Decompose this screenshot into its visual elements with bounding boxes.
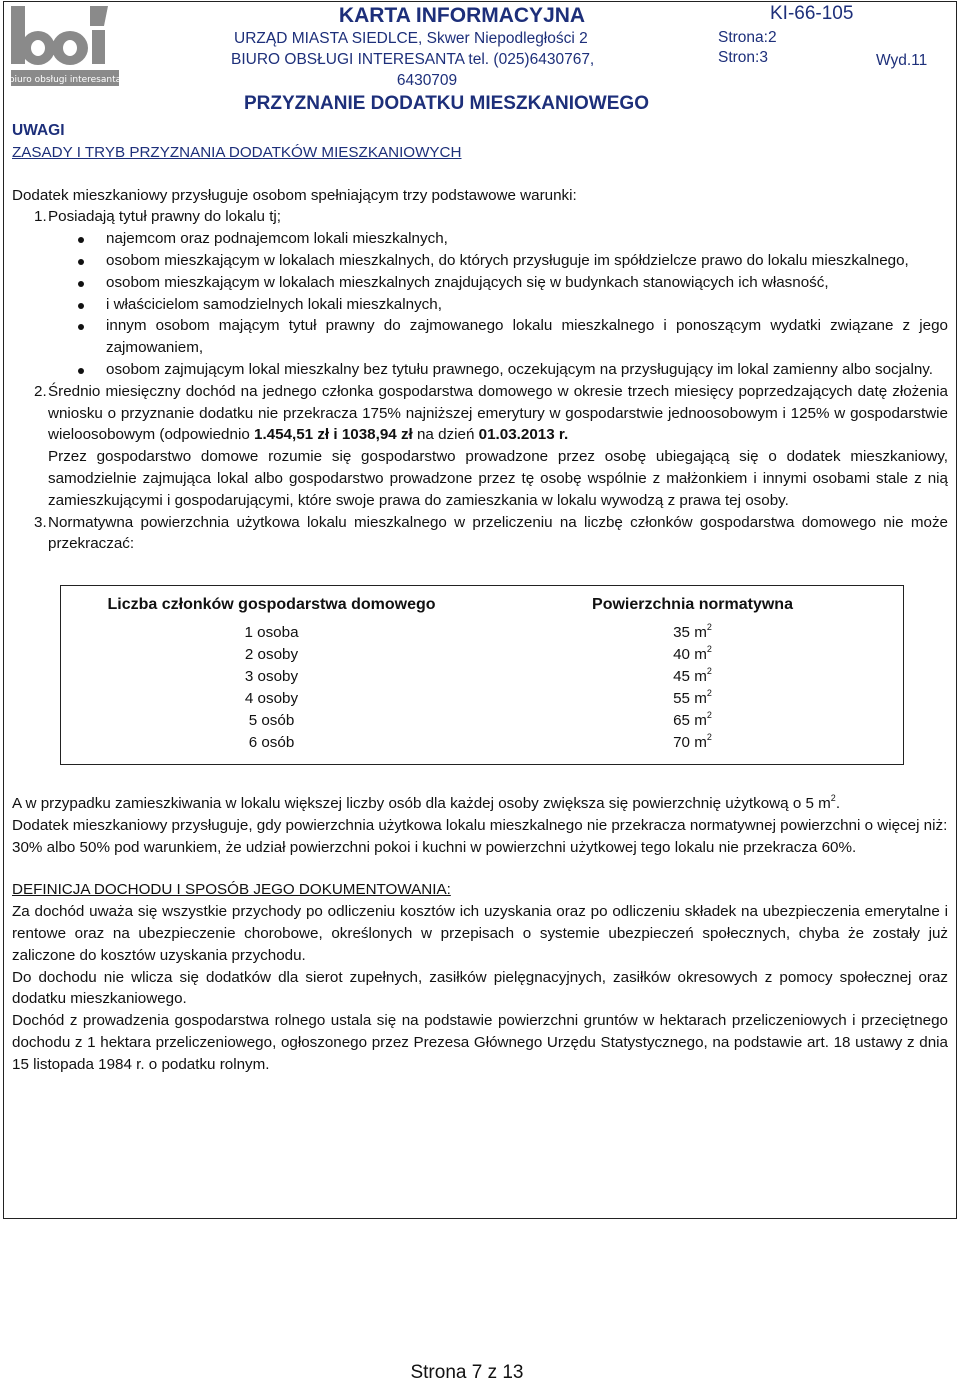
condition-number: 1. bbox=[34, 208, 47, 226]
table-cell: 35 $m^2$ bbox=[673, 621, 712, 641]
list-item-text: innym osobom mającym tytuł prawny do zajmowanego lokalu mieszkalnego i ponoszącym wydatki związane z jego zajmowaniem, bbox=[106, 317, 948, 357]
table-cell: 2 osoby bbox=[244, 645, 299, 663]
farm-income: Dochód z prowadzenia gospodarstwa rolnego ustala się na podstawie powierzchni gruntów w hektarach przeliczeniowych i przeciętnego dochodu z 1 hektara przeliczeniowego, ogłoszonego przez Prezesa Głównego Urzędu Statystycznego, na podstawie art. 18 ustawy z dnia 15 listopada 1984 r. o podatku rolnym. bbox=[12, 1012, 948, 1073]
condition-1 bbox=[12, 206, 948, 228]
list-item bbox=[12, 315, 948, 359]
table-row bbox=[61, 666, 904, 688]
reference-date: 01.03.2013 r. bbox=[478, 426, 569, 444]
condition-text: Posiadają tytuł prawny do lokalu tj; bbox=[48, 208, 282, 226]
content bbox=[12, 120, 948, 1076]
bullet-icon bbox=[78, 303, 84, 309]
page-footer: Strona 7 z 13 bbox=[410, 1362, 524, 1383]
bullet-icon bbox=[78, 368, 84, 374]
list-item bbox=[12, 250, 948, 272]
norm-exceed-text: Dodatek mieszkaniowy przysługuje, gdy powierzchnia użytkowa lokalu mieszkalnego nie przekracza normatywnej powierzchni o więcej niż: bbox=[12, 816, 948, 834]
table-cell: 65 $m^2$ bbox=[673, 709, 712, 729]
card-subject: PRZYZNANIE DODATKU MIESZKANIOWEGO bbox=[244, 93, 649, 114]
boi-logo bbox=[8, 4, 122, 90]
list-item bbox=[12, 228, 948, 250]
list-item bbox=[12, 359, 948, 381]
page-label: Strona:2 bbox=[718, 29, 777, 46]
bullet-icon bbox=[78, 324, 84, 330]
table-cell: 40 $m^2$ bbox=[673, 643, 712, 663]
table-row bbox=[61, 710, 904, 732]
column-header: Powierzchnia normatywna bbox=[592, 596, 793, 614]
pages-label: Stron:3 bbox=[718, 49, 768, 66]
page-info bbox=[718, 28, 777, 68]
list-item-text: i właścicielom samodzielnych lokali mieszkalnych, bbox=[106, 295, 442, 313]
bullet-icon bbox=[78, 281, 84, 287]
norm-percent-text: 30% albo 50% pod warunkiem, że udział powierzchni pokoi i kuchni w powierzchni użytkowej tego lokalu nie przekracza 60%. bbox=[12, 838, 857, 856]
table-cell: 1 osoba bbox=[244, 623, 299, 641]
table-cell: 45 $m^2$ bbox=[673, 665, 712, 685]
table-cell: 5 osób bbox=[248, 711, 295, 729]
bullet-icon bbox=[78, 237, 84, 243]
table-row bbox=[61, 644, 904, 666]
card-code: KI-66-105 bbox=[770, 3, 854, 24]
list-item bbox=[12, 294, 948, 316]
condition-3 bbox=[12, 512, 948, 556]
intro-text: Dodatek mieszkaniowy przysługuje osobom spełniającym trzy podstawowe warunki: bbox=[12, 186, 577, 204]
card-title: KARTA INFORMACYJNA bbox=[338, 4, 586, 27]
amount-multi: 1038,94 zł bbox=[341, 426, 413, 444]
section-heading-income: DEFINICJA DOCHODU I SPOSÓB JEGO DOKUMENTOWANIA: bbox=[12, 881, 451, 899]
income-definition: Za dochód uważa się wszystkie przychody po odliczeniu kosztów ich uzyskania oraz po odliczeniu składek na ubezpieczenia emerytalne i rentowe oraz na ubezpieczenie chorobowe, określonych w przepisach o systemie ubezpieczeń społecznych, chyba że zostały już zaliczone do kosztów uzyskania przychodu. bbox=[12, 903, 948, 964]
table-header-row bbox=[61, 586, 904, 622]
area-table bbox=[60, 585, 904, 765]
table-cell: 3 osoby bbox=[244, 667, 299, 685]
condition-number: 3. bbox=[34, 513, 47, 531]
section-heading-rules: ZASADY I TRYB PRZYZNANIA DODATKÓW MIESZKANIOWYCH bbox=[12, 143, 462, 161]
table-row bbox=[61, 688, 904, 710]
column-header: Liczba członków gospodarstwa domowego bbox=[107, 596, 436, 614]
table-row bbox=[61, 622, 904, 644]
bureau-phone-2: 6430709 bbox=[396, 72, 458, 89]
office-address: URZĄD MIASTA SIEDLCE, Skwer Niepodległości 2 bbox=[234, 30, 588, 47]
list-item bbox=[12, 272, 948, 294]
notes-heading: UWAGI bbox=[12, 122, 65, 139]
table-cell: 70 $m^2$ bbox=[673, 731, 712, 751]
list-item-text: osobom zajmującym lokal mieszkalny bez tytułu prawnego, oczekującym na przysługujący im lokal zamienny albo socjalny. bbox=[106, 360, 933, 378]
table-cell: 55 $m^2$ bbox=[673, 687, 712, 707]
svg-text:biuro obsługi interesanta: biuro obsługi interesanta bbox=[8, 75, 122, 85]
condition-text: Normatywna powierzchnia użytkowa lokalu mieszkalnego w przeliczeniu na liczbę członków gospodarstwa domowego nie może przekraczać: bbox=[48, 513, 948, 553]
income-exclusions: Do dochodu nie wlicza się dodatków dla sierot zupełnych, zasiłków pielęgnacyjnych, zasiłków okresowych z pomocy społecznej oraz dodatku mieszkaniowego. bbox=[12, 968, 948, 1008]
revision: Wyd.11 bbox=[876, 52, 928, 69]
table-cell: 4 osoby bbox=[244, 689, 299, 707]
list-item-text: osobom mieszkającym w lokalach mieszkalnych, do których przysługuje im spółdzielcze prawo do lokalu mieszkalnego, bbox=[106, 251, 909, 269]
table-row bbox=[61, 732, 904, 765]
condition-text: Średnio miesięczny dochód na jednego członka gospodarstwa domowego w okresie trzech miesięcy poprzedzających datę złożenia wniosku o przyznanie dodatku nie przekracza 175% najniższej emerytury w gospodarstwie jednoosobowym i 125% w gospodarstwie wieloosobowym (odpowiednio 1.454,51 zł i 1038,94 zł na dzień 01.03.2013 r. bbox=[48, 382, 948, 444]
condition-2 bbox=[12, 381, 948, 446]
extra-person-text: A w przypadku zamieszkiwania w lokalu większej liczby osób dla każdej osoby zwiększa się powierzchnię użytkową o 5 $m^2$. bbox=[12, 792, 841, 812]
bullet-icon bbox=[78, 259, 84, 265]
list-item-text: osobom mieszkającym w lokalach mieszkalnych znajdujących się w budynkach stanowiących ich własność, bbox=[106, 273, 829, 291]
table-cell: 6 osób bbox=[248, 733, 295, 751]
bureau-phone: BIURO OBSŁUGI INTERESANTA tel. (025)6430767, bbox=[231, 51, 595, 68]
amount-single: 1.454,51 zł bbox=[254, 426, 330, 444]
household-definition: Przez gospodarstwo domowe rozumie się gospodarstwo prowadzone przez osobę ubiegającą się o dodatek mieszkaniowy, samodzielnie zajmująca lokal albo gospodarstwo prowadzone przez tę osobę wspólnie z małżonkiem i innymi osobami stale z nią zamieszkującymi i gospodarującymi, które swoje prawa do zamieszkania w lokalu wywodzą z prawa tej osoby. bbox=[48, 448, 948, 509]
list-item-text: najemcom oraz podnajemcom lokali mieszkalnych, bbox=[106, 230, 448, 248]
condition-number: 2. bbox=[34, 382, 47, 400]
